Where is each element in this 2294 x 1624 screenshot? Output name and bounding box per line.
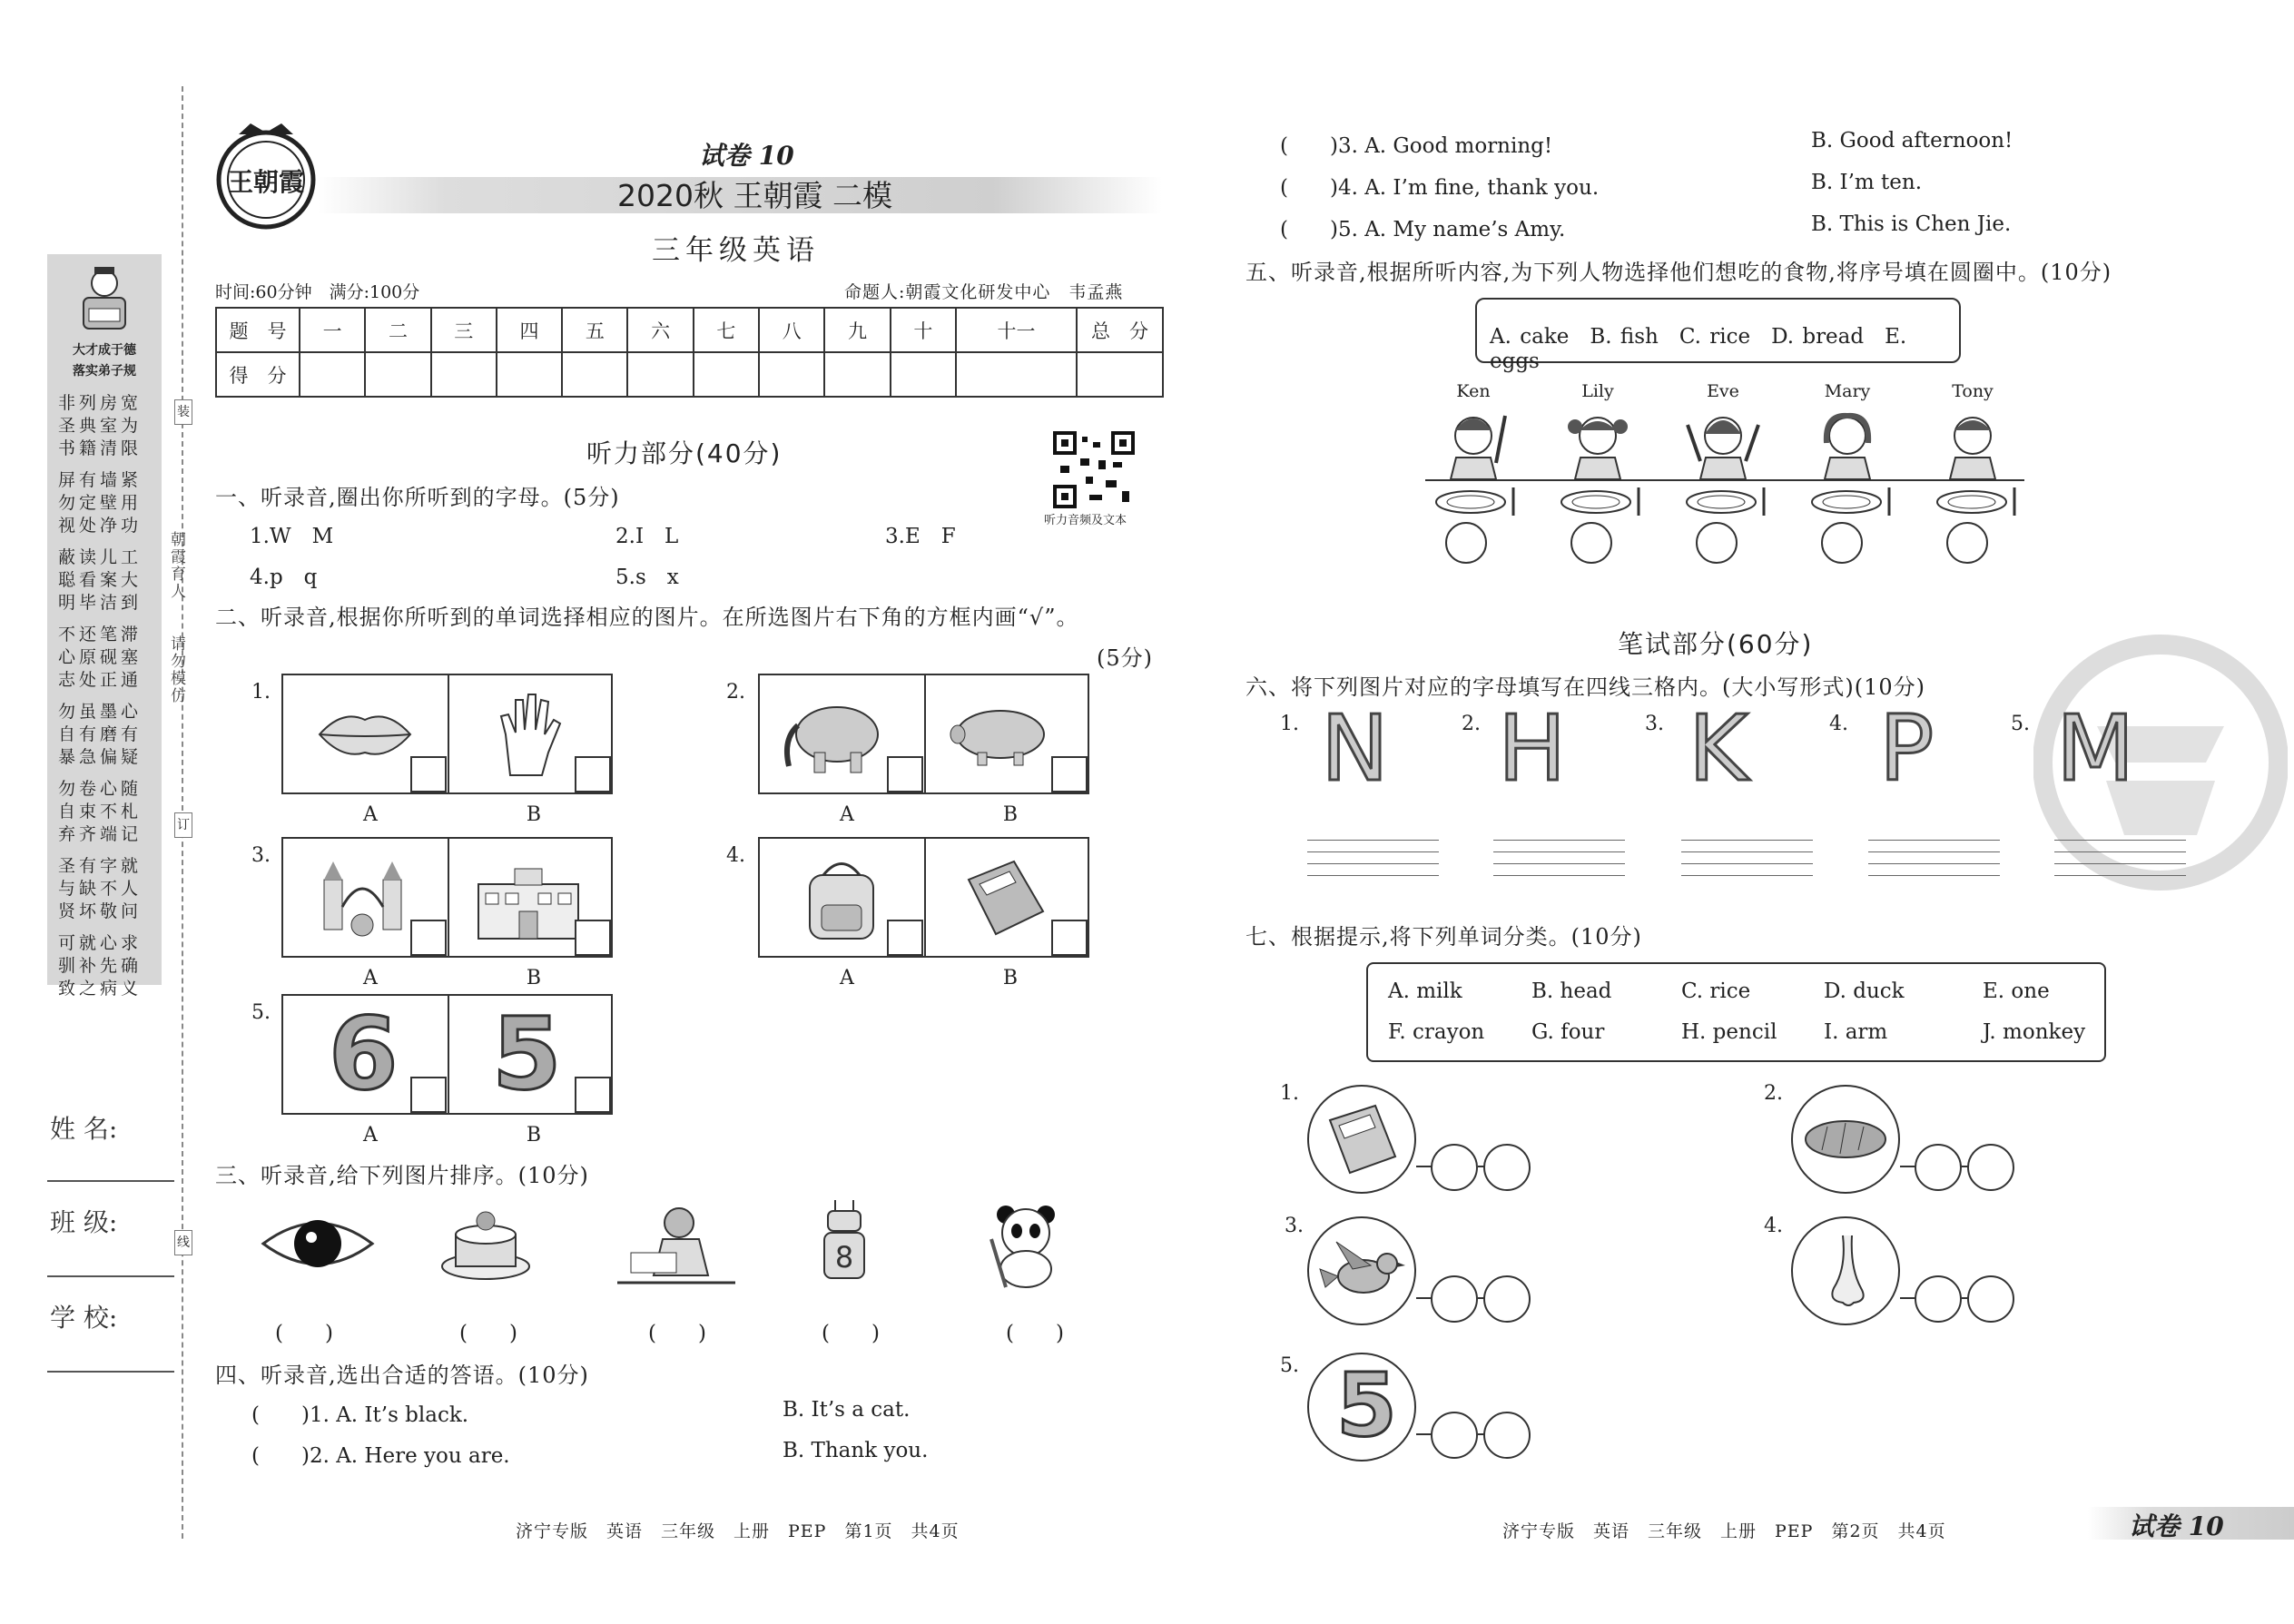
answer-box[interactable]	[887, 756, 923, 792]
word-option: C. rice	[1681, 979, 1751, 1003]
plate-icon	[1430, 486, 1521, 517]
series-label: 试卷 10	[699, 141, 794, 171]
crayon-box-icon	[1323, 1100, 1401, 1178]
category-picture	[1307, 1085, 1416, 1194]
answer-circle[interactable]	[1431, 1144, 1478, 1191]
s4-option-b: B. It’s a cat.	[783, 1398, 911, 1422]
answer-box[interactable]	[410, 756, 447, 792]
s4-option-b: B. This is Chen Jie.	[1811, 212, 2012, 236]
bird-icon	[1318, 1236, 1405, 1305]
pencil-letter-m: M	[2056, 695, 2135, 802]
section-2-points: (5分)	[1097, 645, 1153, 671]
four-line-grid[interactable]	[1493, 840, 1625, 887]
four-line-grid[interactable]	[1681, 840, 1813, 887]
s4-question: ( )5. A. My name’s Amy.	[1280, 218, 1566, 241]
s2-number: 2.	[726, 681, 745, 704]
order-blank[interactable]: ( )	[648, 1322, 706, 1345]
corner-series-label: 试卷 10	[2129, 1511, 2224, 1541]
s2-picture-pair	[758, 837, 1089, 958]
word-option: J. monkey	[1983, 1020, 2086, 1044]
pig-icon	[941, 698, 1059, 771]
category-picture	[1791, 1216, 1900, 1325]
exam-title: 2020秋 王朝霞 二模	[617, 178, 892, 213]
listening-part-title: 听力部分(40分)	[586, 438, 783, 468]
svg-text:王朝霞: 王朝霞	[227, 167, 305, 197]
s6-number: 3.	[1645, 713, 1664, 735]
motto-line-1: 大才成于德	[73, 343, 136, 358]
footer-right: 济宁专版 英语 三年级 上册 PEP 第2页 共4页	[1502, 1521, 1946, 1541]
bag-icon	[796, 852, 887, 943]
s4-option-b: B. Thank you.	[783, 1439, 929, 1462]
poem-block: 非列房宽 圣典室为 书籍清限 屏有墙紧 勿定壁用 视处净功 蔽读儿工 聪看案大 明毕洁到 不还笔滞 心原砚塞 志处正通 勿虽墨心 自有磨有 暴急偏疑 勿卷心随 自束不札 弃齐端记 圣有字就 与缺不人 贤坏敬问 可就心求 驯补先确 致之病义	[58, 393, 143, 999]
setter-info: 命题人:朝霞文化研发中心 韦孟燕	[844, 282, 1124, 302]
section-1-title: 一、听录音,圈出你所听到的字母。(5分)	[215, 485, 620, 510]
person-name: Tony	[1952, 381, 1994, 401]
pencil-letter-k: K	[1689, 695, 1748, 802]
option-b-label: B	[1002, 967, 1019, 989]
pencil-letter-n: N	[1321, 695, 1389, 802]
section-6-title: 六、将下列图片对应的字母填写在四线三格内。(大小写形式)(10分)	[1245, 674, 1925, 700]
tony-icon	[1932, 407, 2013, 479]
answer-circle[interactable]	[1431, 1412, 1478, 1459]
option-b-label: B	[1002, 803, 1019, 826]
s2-picture-pair	[281, 994, 613, 1115]
s1-item: 5.s x	[615, 566, 679, 589]
s7-number: 4.	[1764, 1215, 1783, 1237]
s7-number: 1.	[1280, 1082, 1299, 1105]
s1-item: 3.E F	[885, 525, 956, 548]
vertical-label-1: 朝霞育人	[167, 531, 185, 600]
answer-box[interactable]	[1051, 920, 1088, 956]
hand-icon	[483, 689, 574, 780]
category-picture	[1791, 1085, 1900, 1194]
svg-text:8: 8	[834, 1240, 854, 1275]
s1-item: 1.W M	[250, 525, 334, 548]
school-building-icon	[469, 861, 587, 943]
food-options-box: A. cake B. fish C. rice D. bread E. eggs	[1475, 298, 1961, 363]
brand-logo	[207, 116, 325, 234]
score-table-header-row: 题 号 一 二 三 四 五 六 七 八 九 十 十一 总 分	[216, 308, 1163, 352]
s4-question: ( )3. A. Good morning!	[1280, 134, 1553, 158]
answer-circle[interactable]	[1483, 1412, 1531, 1459]
binding-tag: 装	[174, 399, 192, 425]
qr-code-icon[interactable]	[1053, 431, 1135, 508]
word-option: E. one	[1983, 979, 2050, 1003]
answer-box[interactable]	[410, 1077, 447, 1113]
s4-option-b: B. Good afternoon!	[1811, 129, 2013, 153]
answer-circle[interactable]	[1696, 522, 1738, 564]
word-option: F. crayon	[1388, 1020, 1485, 1044]
s2-number: 3.	[251, 844, 271, 867]
eye-icon	[259, 1207, 377, 1280]
s6-number: 2.	[1462, 713, 1481, 735]
four-line-grid[interactable]	[2054, 840, 2186, 887]
person-name: Eve	[1707, 381, 1739, 401]
word-option: A. milk	[1388, 979, 1462, 1003]
four-line-grid[interactable]	[1307, 840, 1439, 887]
score-table	[215, 307, 1164, 398]
dining-table	[1425, 479, 2024, 481]
s7-number: 3.	[1285, 1215, 1304, 1237]
s1-item: 2.I L	[615, 525, 679, 548]
book-icon	[960, 857, 1050, 939]
word-option: H. pencil	[1681, 1020, 1777, 1044]
category-picture	[1307, 1353, 1416, 1462]
word-bank-box	[1366, 962, 2106, 1062]
s6-number: 5.	[2011, 713, 2030, 735]
option-a-label: A	[840, 803, 854, 826]
s2-number: 1.	[251, 681, 271, 704]
footer-left: 济宁专版 英语 三年级 上册 PEP 第1页 共4页	[516, 1521, 960, 1541]
answer-circle[interactable]	[1821, 522, 1863, 564]
option-b-label: B	[526, 1124, 542, 1147]
s4-question: ( )4. A. I’m fine, thank you.	[1280, 176, 1600, 200]
option-a-label: A	[363, 1124, 378, 1147]
digit-five: 5	[492, 996, 562, 1112]
section-2-title: 二、听录音,根据你所听到的单词选择相应的图片。在所选图片右下角的方框内画“√”。	[215, 605, 1079, 630]
order-blank[interactable]: ( )	[275, 1322, 333, 1345]
s1-item: 4.p q	[250, 566, 318, 589]
word-option: G. four	[1531, 1020, 1605, 1044]
answer-box[interactable]	[575, 756, 611, 792]
order-blank[interactable]: ( )	[459, 1322, 517, 1345]
answer-circle[interactable]	[1946, 522, 1988, 564]
category-picture	[1307, 1216, 1416, 1325]
answer-circle[interactable]	[1445, 522, 1487, 564]
option-a-label: A	[363, 803, 378, 826]
word-option: B. head	[1531, 979, 1612, 1003]
time-score-info: 时间:60分钟 满分:100分	[215, 282, 420, 302]
s4-option-b: B. I’m ten.	[1811, 171, 1923, 194]
park-icon	[306, 852, 424, 943]
s4-question: ( )1. A. It’s black.	[251, 1403, 469, 1427]
option-a-label: A	[363, 967, 378, 989]
answer-box[interactable]	[1051, 756, 1088, 792]
person-name: Ken	[1456, 381, 1491, 401]
motto-line-2: 落实弟子规	[73, 364, 136, 379]
eve-icon	[1682, 407, 1764, 479]
binding-tag: 线	[174, 1230, 192, 1255]
plate-icon	[1555, 486, 1646, 517]
digit-six: 6	[329, 996, 399, 1112]
four-line-grid[interactable]	[1868, 840, 2000, 887]
scholar-icon	[76, 263, 133, 336]
word-option: D. duck	[1824, 979, 1905, 1003]
answer-box[interactable]	[575, 920, 611, 956]
exam-subject: 三年级英语	[652, 234, 820, 267]
answer-circle[interactable]	[1967, 1144, 2014, 1191]
plate-icon	[1806, 486, 1896, 517]
s2-picture-pair	[281, 837, 613, 958]
mouth-icon	[315, 698, 415, 771]
nose-icon	[1816, 1232, 1879, 1314]
answer-circle[interactable]	[1915, 1275, 1962, 1323]
answer-box[interactable]	[887, 920, 923, 956]
s6-number: 4.	[1829, 713, 1848, 735]
binding-tag: 订	[174, 812, 192, 838]
qr-caption: 听力音频及文本	[1044, 514, 1127, 527]
class-label: 班 级:	[50, 1207, 118, 1237]
five-icon: 5	[1336, 1354, 1397, 1456]
mary-icon	[1807, 407, 1888, 479]
section-3-title: 三、听录音,给下列图片排序。(10分)	[215, 1163, 589, 1188]
score-table-score-row: 得 分	[216, 352, 1163, 397]
section-7-title: 七、根据提示,将下列单词分类。(10分)	[1245, 924, 1642, 950]
option-b-label: B	[526, 803, 542, 826]
s4-question: ( )2. A. Here you are.	[251, 1444, 510, 1468]
s2-picture-pair	[758, 674, 1089, 794]
answer-circle[interactable]	[1483, 1144, 1531, 1191]
s2-number: 4.	[726, 844, 745, 867]
section-5-title: 五、听录音,根据所听内容,为下列人物选择他们想吃的食物,将序号填在圆圈中。(10分)	[1245, 260, 2112, 285]
s2-number: 5.	[251, 1001, 271, 1024]
lily-icon	[1557, 407, 1639, 479]
answer-circle[interactable]	[1431, 1275, 1478, 1323]
vertical-label-2: 请勿模仿	[167, 635, 185, 704]
answer-circle[interactable]	[1483, 1275, 1531, 1323]
option-b-label: B	[526, 967, 542, 989]
pencil-letter-h: H	[1498, 695, 1567, 802]
person-name: Lily	[1581, 381, 1614, 401]
option-a-label: A	[840, 967, 854, 989]
motto-panel	[47, 254, 162, 999]
s7-number: 2.	[1764, 1082, 1783, 1105]
order-blank[interactable]: ( )	[822, 1322, 880, 1345]
answer-box[interactable]	[410, 920, 447, 956]
school-line[interactable]	[47, 1371, 174, 1373]
plate-icon	[1680, 486, 1771, 517]
name-label: 姓 名:	[50, 1114, 118, 1144]
s7-number: 5.	[1280, 1354, 1299, 1377]
s6-number: 1.	[1280, 713, 1299, 735]
section-4-title: 四、听录音,选出合适的答语。(10分)	[215, 1363, 589, 1388]
person-name: Mary	[1824, 381, 1871, 401]
boy-drawing-icon	[617, 1203, 735, 1289]
s2-picture-pair	[281, 674, 613, 794]
school-label: 学 校:	[50, 1303, 118, 1333]
ken-icon	[1433, 407, 1514, 479]
cake-icon	[436, 1203, 536, 1289]
robot-8-icon	[808, 1198, 881, 1289]
writing-part-title: 笔试部分(60分)	[1618, 629, 1814, 659]
class-line[interactable]	[47, 1275, 174, 1277]
word-option: I. arm	[1824, 1020, 1888, 1044]
answer-circle[interactable]	[1967, 1275, 2014, 1323]
answer-circle[interactable]	[1915, 1144, 1962, 1191]
answer-circle[interactable]	[1570, 522, 1612, 564]
panda-icon	[980, 1198, 1071, 1289]
bread-icon	[1802, 1114, 1889, 1165]
order-blank[interactable]: ( )	[1006, 1322, 1064, 1345]
elephant-icon	[778, 694, 896, 775]
pencil-letter-p: P	[1879, 695, 1935, 802]
name-line[interactable]	[47, 1180, 174, 1182]
plate-icon	[1931, 486, 2022, 517]
answer-box[interactable]	[575, 1077, 611, 1113]
